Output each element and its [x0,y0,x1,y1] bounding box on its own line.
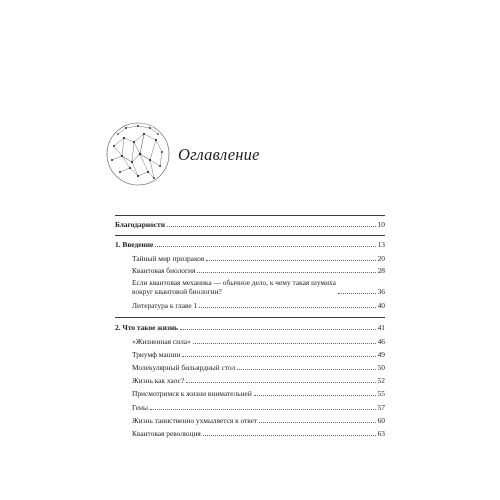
toc-entry-title: Триумф машин [132,350,181,359]
toc-page-number: 20 [377,254,385,263]
toc-page-number: 49 [377,350,385,359]
toc-entry-chapter-1[interactable] [115,240,385,249]
toc-page-number: 28 [377,266,385,275]
toc-entry-title: Гены [132,403,148,412]
dot-leader [197,272,375,273]
toc-entry-title: Квантовая революция [132,429,201,438]
dot-leader [338,293,376,294]
toc-entry[interactable] [132,389,385,398]
section-divider [115,235,385,236]
toc-page-number: 36 [377,287,385,296]
toc-entry-title: Жизнь как хаос? [132,376,185,385]
dot-leader [254,395,376,396]
dot-leader [182,356,375,357]
toc-entry-acknowledgements[interactable] [115,220,385,229]
toc-page-number: 50 [377,363,385,372]
toc-page-number: 40 [377,301,385,310]
toc-entry[interactable] [132,429,385,438]
toc-entry-title: Тайный мир призраков [132,254,205,263]
toc-entry-title: 1. Введение [115,240,154,249]
toc-page-number: 41 [377,323,385,332]
dot-leader [237,369,375,370]
toc-entry-title: Благодарности [115,220,165,229]
toc-page-number: 63 [377,429,385,438]
toc-entry-title: Молекулярный бильярдный стол [132,363,236,372]
toc-entry[interactable] [132,337,385,346]
dot-leader [193,343,376,344]
toc-page-number: 46 [377,337,385,346]
toc-entry[interactable] [132,376,385,385]
toc-entry[interactable] [132,278,385,296]
dot-leader [259,422,375,423]
toc-entry-chapter-2[interactable] [115,323,385,332]
toc-entry-title: Присмотримся к жизни внимательней [132,389,252,398]
dot-leader [155,246,375,247]
page-title: Оглавление [178,145,260,164]
toc-entry-title [132,278,336,296]
toc-entry-title: 2. Что такое жизнь [115,323,179,332]
toc-page-number: 60 [377,416,385,425]
toc-entry[interactable] [132,363,385,372]
toc-page-number: 10 [377,220,385,229]
dot-leader [150,409,376,410]
toc-page-number: 13 [377,240,385,249]
dot-leader [167,226,376,227]
toc-entry-title: Квантовая биология [132,266,196,275]
toc-entry[interactable] [132,350,385,359]
dot-leader [203,435,376,436]
dot-leader [199,307,375,308]
toc-entry[interactable] [132,403,385,412]
dot-leader [186,382,375,383]
toc-entry-title-line: вокруг квантовой биологии? [132,287,222,296]
toc-entry[interactable] [132,301,385,310]
section-divider [115,317,385,318]
toc-page-number: 52 [377,376,385,385]
toc-page-number: 57 [377,403,385,412]
toc-entry-title: «Жизненная сила» [132,337,191,346]
toc-entry-title: Литература к главе 1 [132,301,198,310]
dot-leader [206,260,375,261]
toc-page-number: 55 [377,389,385,398]
dot-leader [180,329,376,330]
toc-entry[interactable] [132,254,385,263]
toc-entry[interactable] [132,266,385,275]
section-divider [115,215,385,216]
toc-entry[interactable] [132,416,385,425]
toc-entry-title-line: Если квантовая механика — обычное дело, к чему такая шумиха [132,278,336,287]
toc-entry-title: Жизнь таинственно ухмыляется в ответ [132,416,258,425]
constellation-sphere-icon [104,120,172,188]
